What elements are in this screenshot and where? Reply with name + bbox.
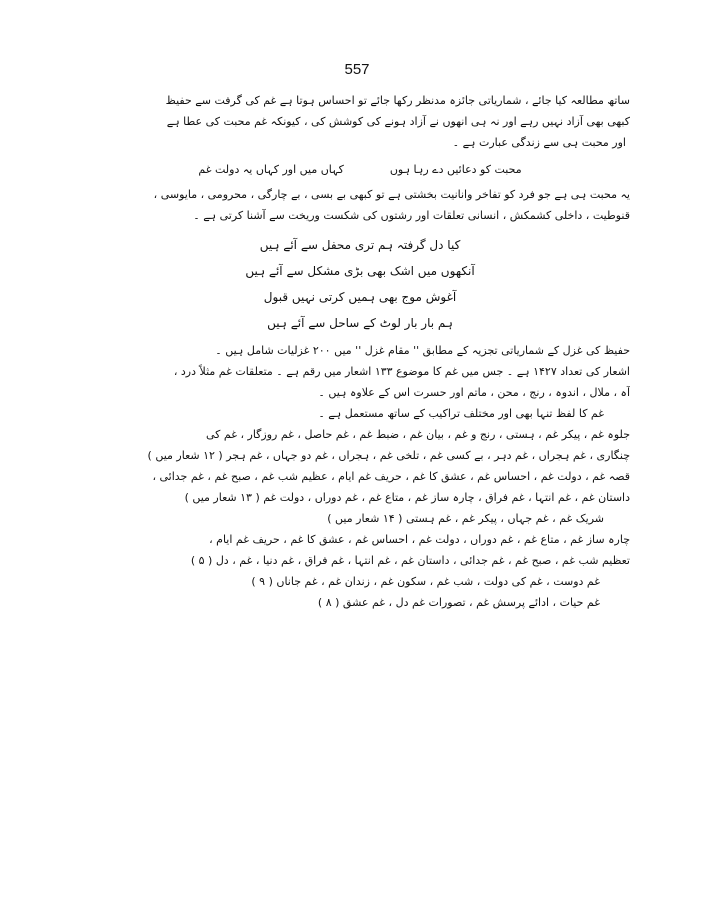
couplet-hemistich: کہاں میں اور کہاں یہ دولت غم xyxy=(198,163,344,176)
text-line: تعظیم شب غم ، صبح غم ، غم جدائی ، داستان غم ، غم انتہا ، غم فراق ، غم دنیا ، غم ، دل ( ۵ ) xyxy=(190,554,630,567)
poem-line: آنکھوں میں اشک بھی بڑی مشکل سے آئے ہیں xyxy=(245,264,475,278)
couplet xyxy=(90,159,630,180)
text-line: قصہ غم ، دولت غم ، احساس غم ، عشق کا غم ، حریف غم ایام ، عظیم شب غم ، صبح غم ، غم جدائی ، xyxy=(152,470,630,483)
text-line: حفیظ کی غزل کے شماریاتی تجزیہ کے مطابق '' مقام غزل '' میں ۲۰۰ غزلیات شامل ہیں ۔ xyxy=(215,344,630,357)
text-line: شریک غم ، غم جہاں ، پیکر غم ، غم ہستی ( ۱۴ شعار میں ) xyxy=(327,512,604,525)
text-line: جلوہ غم ، پیکر غم ، ہستی ، رنج و غم ، بیان غم ، ضبط غم ، غم حاصل ، غم روزگار ، غم کی xyxy=(205,428,630,441)
text-line: اشعار کی تعداد ۱۴۲۷ ہے ۔ جس میں غم کا موضوع ۱۳۳ اشعار میں رقم ہے ۔ متعلقات غم مثلاً درد ، xyxy=(173,365,630,378)
couplet-hemistich: محبت کو دعائیں دے رہا ہوں xyxy=(389,163,522,176)
poem-line: ہم بار بار لوٹ کے ساحل سے آئے ہیں xyxy=(267,316,453,330)
text-line: ساتھ مطالعہ کیا جائے ، شماریاتی جائزہ مدنظر رکھا جائے تو احساس ہوتا ہے غم کی گرفت سے حفیظ xyxy=(165,94,630,107)
body-text xyxy=(90,90,630,613)
text-line: قنوطیت ، داخلی کشمکش ، انسانی تعلقات اور رشتوں کی شکست وریخت سے آشنا کرتی ہے ۔ xyxy=(193,209,630,222)
text-line: چارہ ساز غم ، متاع غم ، غم دوراں ، دولت غم ، احساس غم ، عشق کا غم ، حریف غم ایام ، xyxy=(209,533,630,546)
text-line: غم دوست ، غم کی دولت ، شب غم ، سکون غم ، زندان غم ، غم جاناں ( ۹ ) xyxy=(251,575,600,588)
text-line: غم کا لفظ تنہا بھی اور مختلف تراکیب کے ساتھ مستعمل ہے ۔ xyxy=(318,407,604,420)
text-line: کبھی بھی آزاد نہیں رہے اور نہ ہی انھوں نے آزاد ہونے کی کوشش کی ، کیونکہ غم محبت کی عطا ہے xyxy=(166,115,630,128)
poem-line: آغوش موج بھی ہمیں کرتی نہیں قبول xyxy=(263,290,457,304)
text-line: اور محبت ہی سے زندگی عبارت ہے ۔ xyxy=(452,136,626,149)
text-line: غم حیات ، ادائے پرسش غم ، تصورات غم دل ، غم عشق ( ۸ ) xyxy=(317,596,600,609)
text-line: داستان غم ، غم انتہا ، غم فراق ، چارہ ساز غم ، متاع غم ، غم دوراں ، دولت غم ( ۱۳ شعار میں ) xyxy=(184,491,630,504)
text-line: آہ ، ملال ، اندوہ ، رنج ، محن ، ماتم اور حسرت اس کے علاوہ ہیں ۔ xyxy=(318,386,630,399)
text-line: یہ محبت ہی ہے جو فرد کو تفاخر وانانیت بخشتی ہے تو کبھی بے بسی ، بے چارگی ، محرومی ، مایوسی ، xyxy=(153,188,630,201)
poem-stanza xyxy=(90,232,630,336)
poem-line: کیا دل گرفتہ ہم تری محفل سے آئے ہیں xyxy=(259,238,461,252)
text-line: چنگاری ، غم ہجراں ، غم دہر ، بے کسی غم ، تلخی غم ، ہجراں ، غم دو جہاں ، غم ہجر ( ۱۲ شعار میں ) xyxy=(147,449,630,462)
page-number: 557 xyxy=(344,61,370,78)
